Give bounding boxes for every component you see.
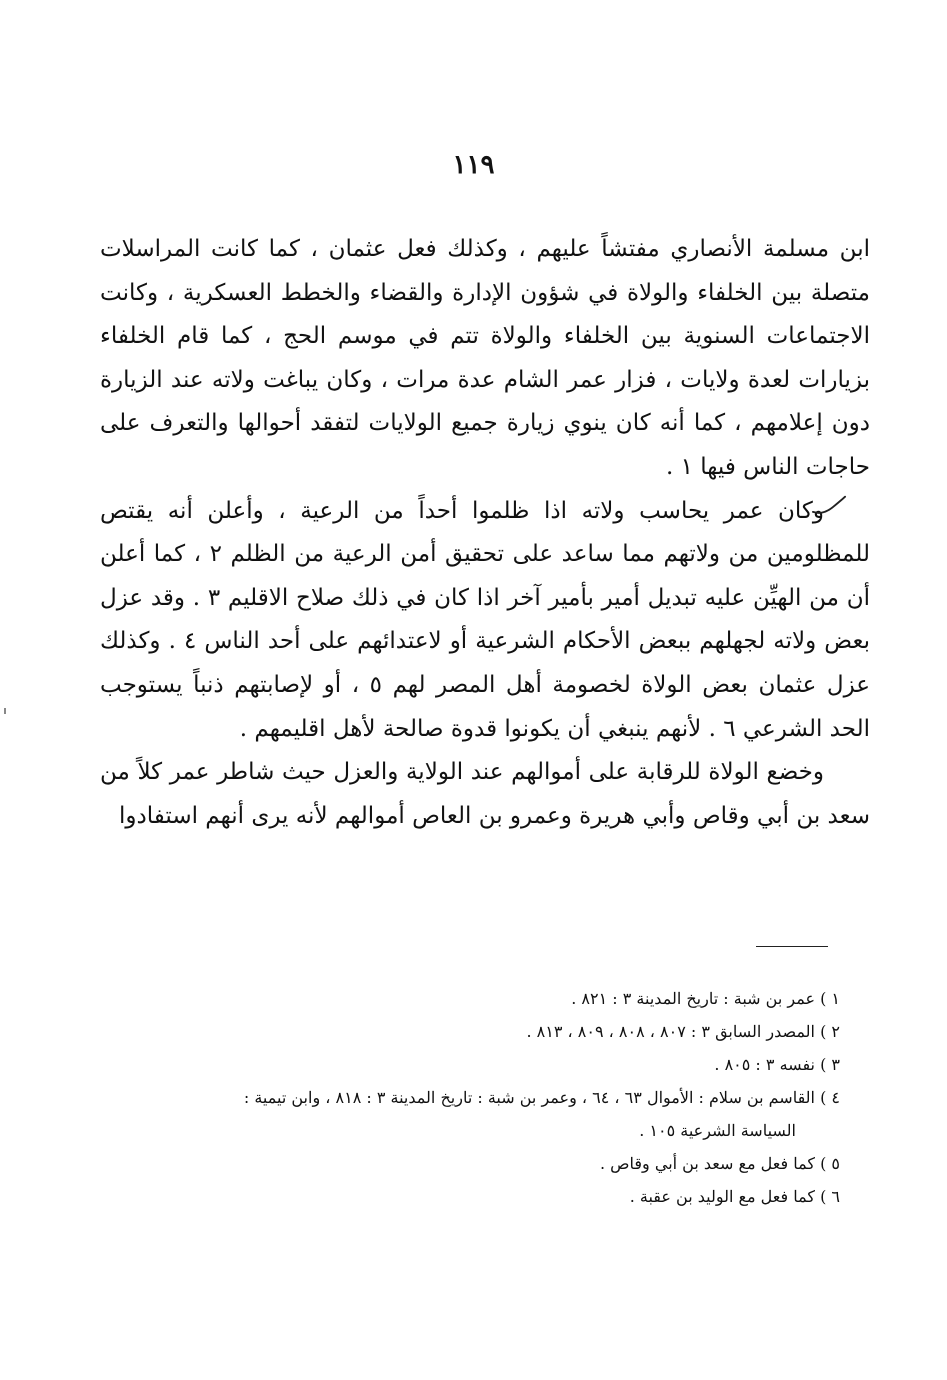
page-number: ١١٩: [452, 150, 495, 180]
footnote-4: ٤ ) القاسم بن سلام : الأموال ٦٣ ، ٦٤ ، وعمر بن شبة : تاريخ المدينة ٣ : ٨١٨ ، وابن تيمية :: [243, 1088, 840, 1107]
footnote-separator: [756, 946, 828, 947]
footnote-1: ١ ) عمر بن شبة : تاريخ المدينة ٣ : ٨٢١ .: [571, 989, 840, 1008]
paragraph-3: وخضع الولاة للرقابة على أموالهم عند الولاية والعزل حيث شاطر عمر كلاً من سعد بن أبي وقاص وأبي هريرة وعمرو بن العاص أموالهم لأنه يرى أنهم استفادوا: [100, 759, 870, 829]
footnote-5: ٥ ) كما فعل مع سعد بن أبي وقاص .: [600, 1154, 840, 1173]
margin-speck: [4, 708, 6, 714]
main-text: [100, 228, 870, 838]
handwritten-check-icon: [808, 495, 850, 517]
paragraph-1: ابن مسلمة الأنصاري مفتشاً عليهم ، وكذلك فعل عثمان ، كما كانت المراسلات متصلة بين الخلفاء والولاة في شؤون الإدارة والقضاء والخطط العسكرية ، وكانت الاجتماعات السنوية بين الخلفاء والولاة تتم في موسم الحج ، كما قام الخلفاء بزيارات لعدة ولايات ، فزار عمر الشام عدة مرات ، وكان يباغت ولاته عند الزيارة دون إعلامهم ، كما أنه كان ينوي زيارة جميع الولايات لتفقد أحوالها والتعرف على حاجات الناس فيها ١ .: [100, 236, 870, 480]
footnote-6: ٦ ) كما فعل مع الوليد بن عقبة .: [629, 1187, 840, 1206]
footnote-3: ٣ ) نفسه ٣ : ٨٠٥ .: [714, 1055, 840, 1074]
footnotes: [110, 982, 840, 1213]
footnote-4-continued: السياسة الشرعية ١٠٥ .: [639, 1121, 796, 1140]
footnote-2: ٢ ) المصدر السابق ٣ : ٨٠٧ ، ٨٠٨ ، ٨٠٩ ، ٨١٣ .: [526, 1022, 840, 1041]
paragraph-2-text: وكان عمر يحاسب ولاته اذا ظلموا أحداً من الرعية ، وأعلن أنه يقتص للمظلومين من ولاتهم مما ساعد على تحقيق أمن الرعية من الظلم ٢ ، كما أعلن أن من الهيِّن عليه تبديل أمير بأمير آخر اذا كان في ذلك صلاح الاقليم ٣ . وقد عزل بعض ولاته لجهلهم ببعض الأحكام الشرعية أو لاعتدائهم على أحد الناس ٤ . وكذلك عزل عثمان بعض الولاة لخصومة أهل المصر لهم ٥ ، أو لإصابتهم ذنباً يستوجب الحد الشرعي ٦ . لأنهم ينبغي أن يكونوا قدوة صالحة لأهل اقليمهم .: [100, 497, 871, 742]
paragraph-2: [100, 490, 870, 752]
